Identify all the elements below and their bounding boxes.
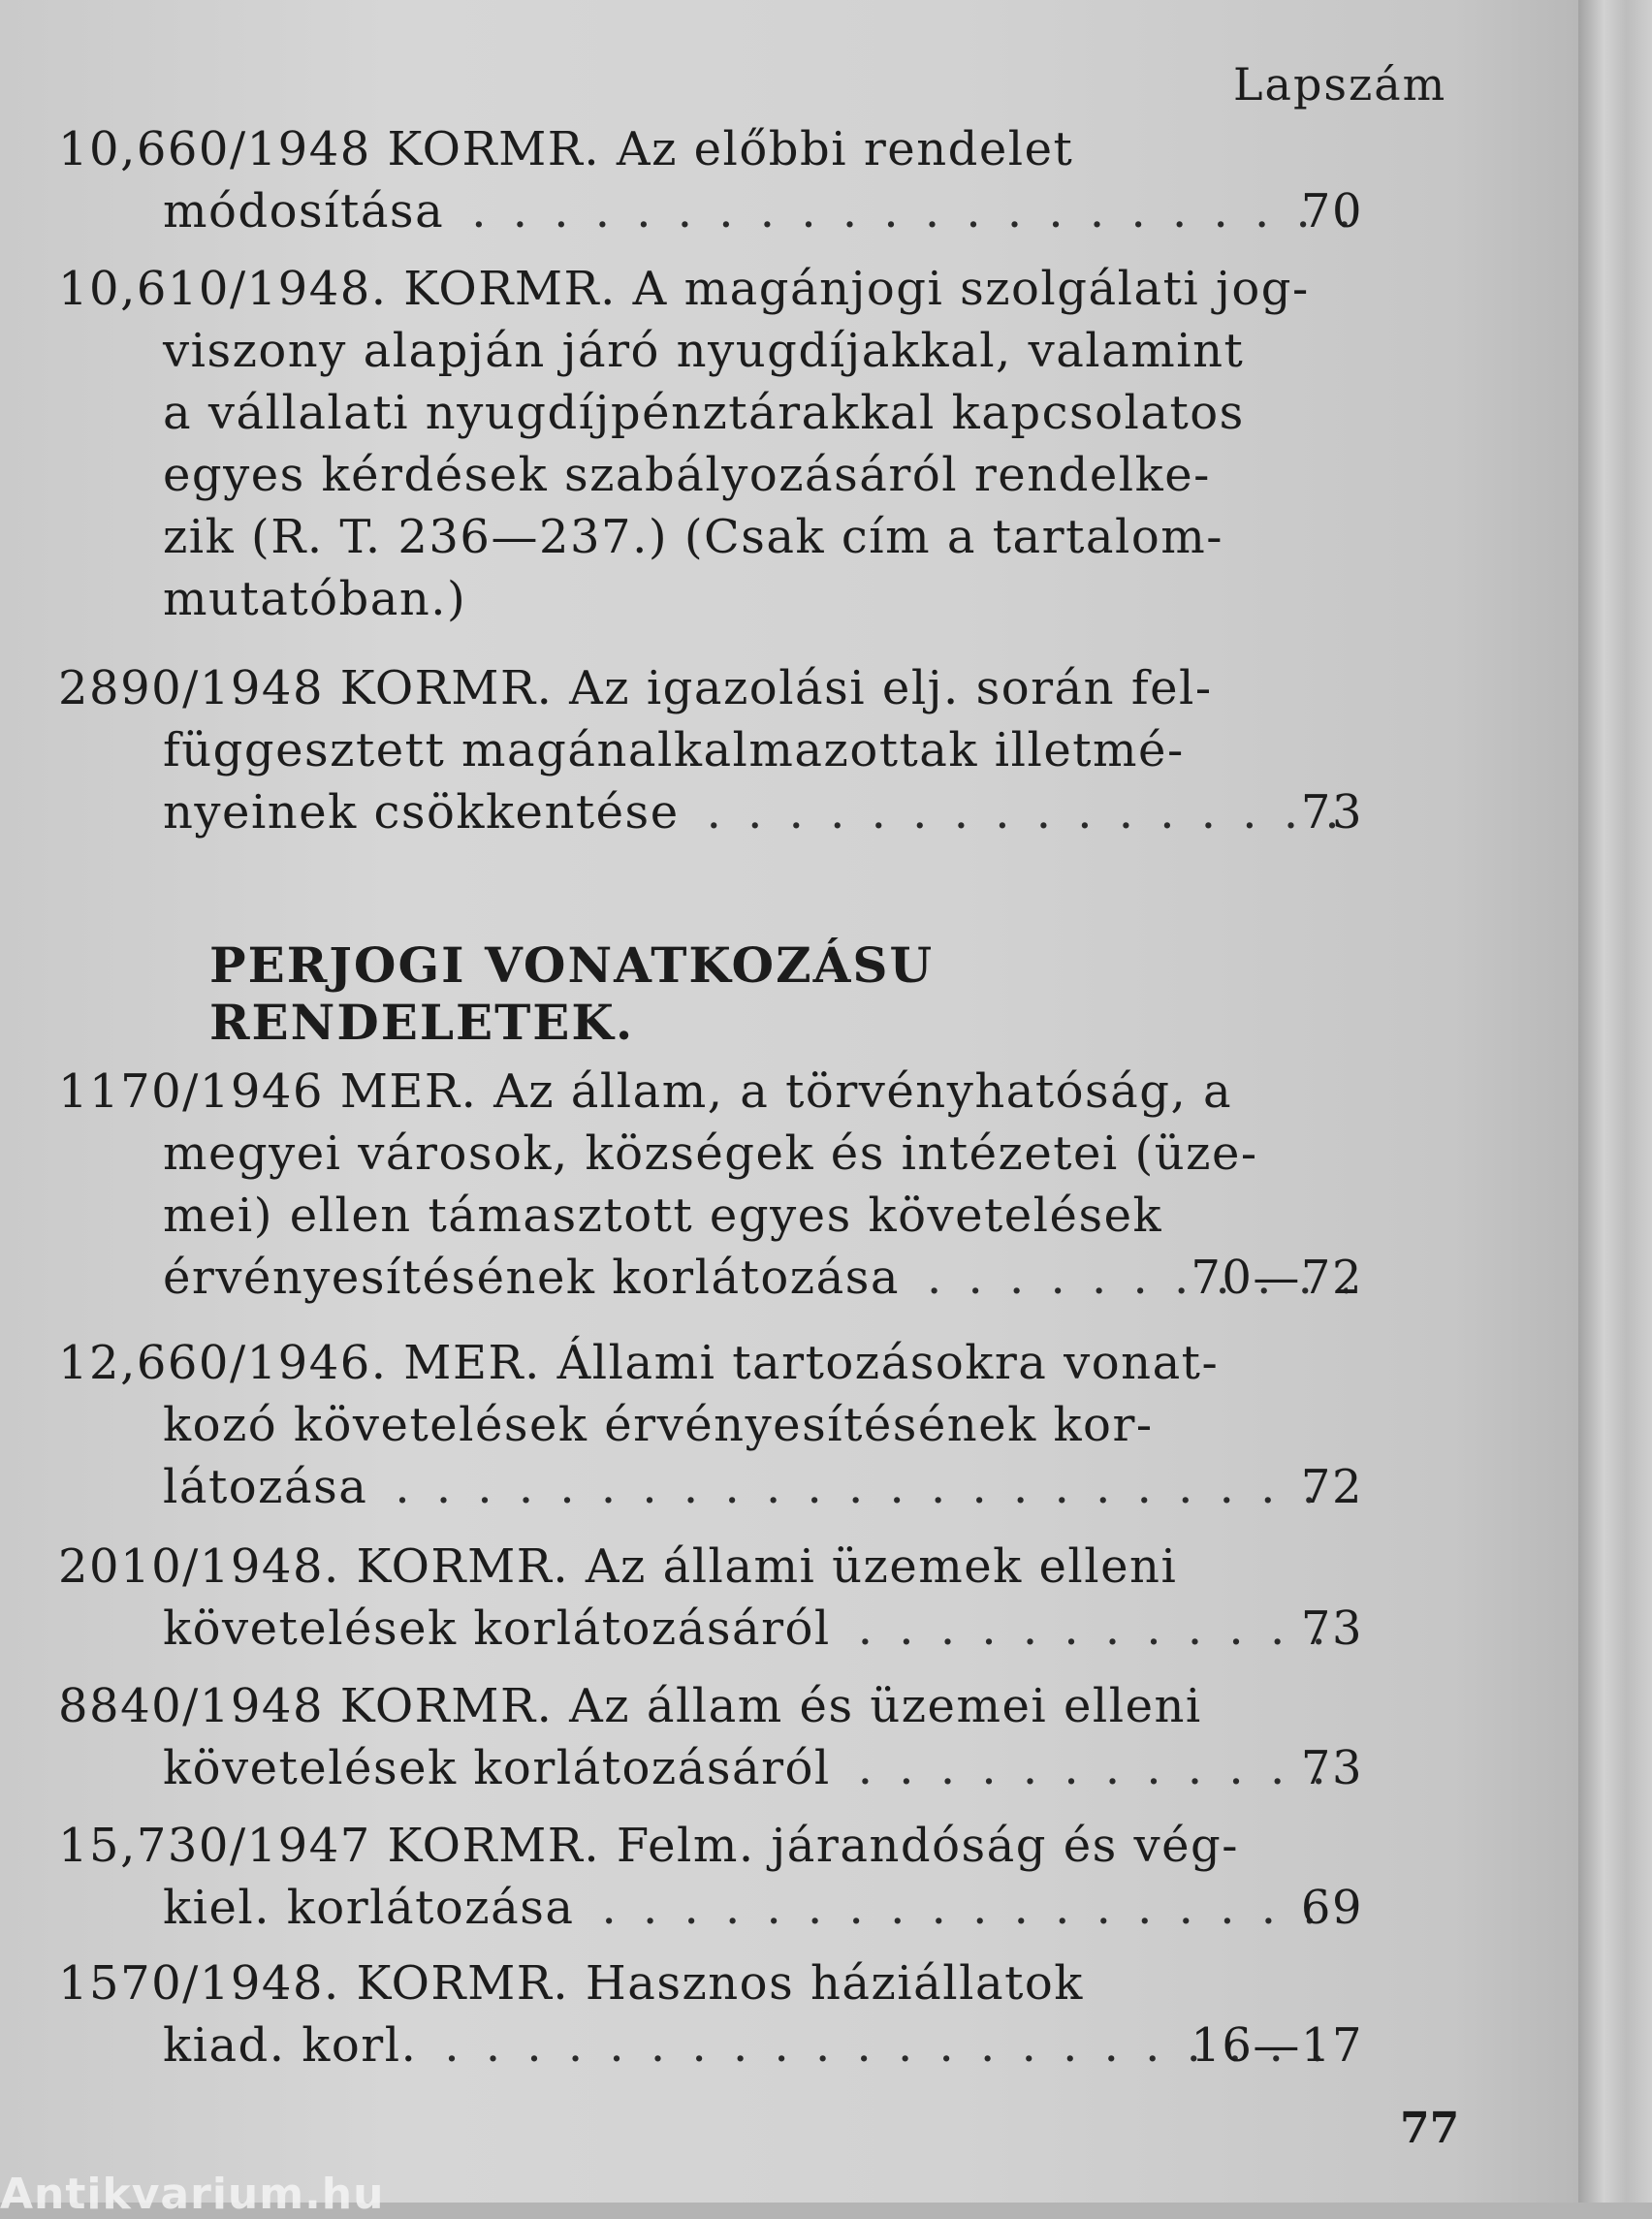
watermark: Antikvarium.hu bbox=[0, 2170, 385, 2219]
toc-entry bbox=[58, 1061, 1454, 1309]
toc-entry bbox=[58, 1952, 1454, 2076]
toc-entry bbox=[58, 657, 1454, 843]
entry-line: nyeinek csökkentése . . . 73 bbox=[58, 781, 1348, 843]
dot-leader bbox=[831, 1598, 1348, 1660]
toc-entry bbox=[58, 1675, 1454, 1799]
page-ref: 73 bbox=[1300, 785, 1363, 840]
page-column-label: Lapszám bbox=[1233, 58, 1447, 111]
toc-entry bbox=[58, 118, 1454, 242]
entry-line: követelések korlátozásáról . . . 73 bbox=[58, 1737, 1348, 1799]
entry-line: egyes kérdések szabályozásáról rendelke- bbox=[163, 448, 1211, 502]
dot-leader bbox=[444, 180, 1348, 242]
page-ref: 72 bbox=[1300, 1460, 1363, 1514]
entry-line: kiel. korlátozása . . . 69 bbox=[58, 1877, 1348, 1939]
entry-line: 10,660/1948 KORMR. Az előbbi rendelet bbox=[58, 122, 1074, 176]
entry-line: kiad. korl. . . . 16—17 bbox=[58, 2014, 1348, 2076]
entry-line: függesztett magánalkalmazottak illetmé- bbox=[163, 723, 1185, 777]
page-ref: 69 bbox=[1300, 1881, 1363, 1935]
entry-line: mei) ellen támasztott egyes követelések bbox=[163, 1189, 1163, 1243]
entry-line: érvényesítésének korlátozása . . . 70—72 bbox=[58, 1247, 1348, 1309]
section-heading: PERJOGI VONATKOZÁSU RENDELETEK. bbox=[209, 936, 935, 1051]
entry-line: megyei városok, községek és intézetei (üze- bbox=[163, 1126, 1258, 1181]
entry-line: viszony alapján járó nyugdíjakkal, valamint bbox=[163, 324, 1245, 378]
entry-line: kozó követelések érvényesítésének kor- bbox=[163, 1398, 1154, 1452]
entry-line: látozása . . . 72 bbox=[58, 1456, 1348, 1518]
toc-entry bbox=[58, 1815, 1454, 1939]
dot-leader bbox=[831, 1737, 1348, 1799]
entry-line: követelések korlátozásáról . . . 73 bbox=[58, 1598, 1348, 1660]
toc-entry bbox=[58, 1332, 1454, 1518]
toc-entry bbox=[58, 1536, 1454, 1660]
entry-line: 12,660/1946. MER. Állami tartozásokra vonat- bbox=[58, 1336, 1220, 1390]
entry-line: a vállalati nyugdíjpénztárakkal kapcsolatos bbox=[163, 386, 1245, 440]
dot-leader bbox=[367, 1456, 1348, 1518]
entry-line: 2010/1948. KORMR. Az állami üzemek elleni bbox=[58, 1539, 1178, 1594]
dot-leader bbox=[574, 1877, 1348, 1939]
page-ref: 70—72 bbox=[1191, 1251, 1363, 1305]
entry-line: módosítása . . . 70 bbox=[58, 180, 1348, 242]
dot-leader bbox=[680, 781, 1348, 843]
page-ref: 73 bbox=[1300, 1741, 1363, 1795]
toc-entry bbox=[58, 258, 1454, 630]
entry-line: 8840/1948 KORMR. Az állam és üzemei elleni bbox=[58, 1679, 1202, 1733]
entry-line: 15,730/1947 KORMR. Felm. járandóság és vég- bbox=[58, 1819, 1239, 1873]
page-ref: 16—17 bbox=[1191, 2018, 1363, 2073]
page-number: 77 bbox=[1400, 2104, 1460, 2153]
entry-line: 10,610/1948. KORMR. A magánjogi szolgálati jog- bbox=[58, 262, 1310, 316]
page-ref: 70 bbox=[1300, 184, 1363, 238]
entry-line: 2890/1948 KORMR. Az igazolási elj. során fel- bbox=[58, 661, 1213, 715]
page-ref: 73 bbox=[1300, 1601, 1363, 1656]
entry-line: 1570/1948. KORMR. Hasznos háziállatok bbox=[58, 1956, 1084, 2011]
entry-line: mutatóban.) bbox=[163, 572, 467, 626]
entry-line: zik (R. T. 236—237.) (Csak cím a tartalom- bbox=[163, 510, 1223, 564]
book-binding-edge bbox=[1578, 0, 1652, 2203]
entry-line: 1170/1946 MER. Az állam, a törvényhatóság, a bbox=[58, 1064, 1233, 1119]
